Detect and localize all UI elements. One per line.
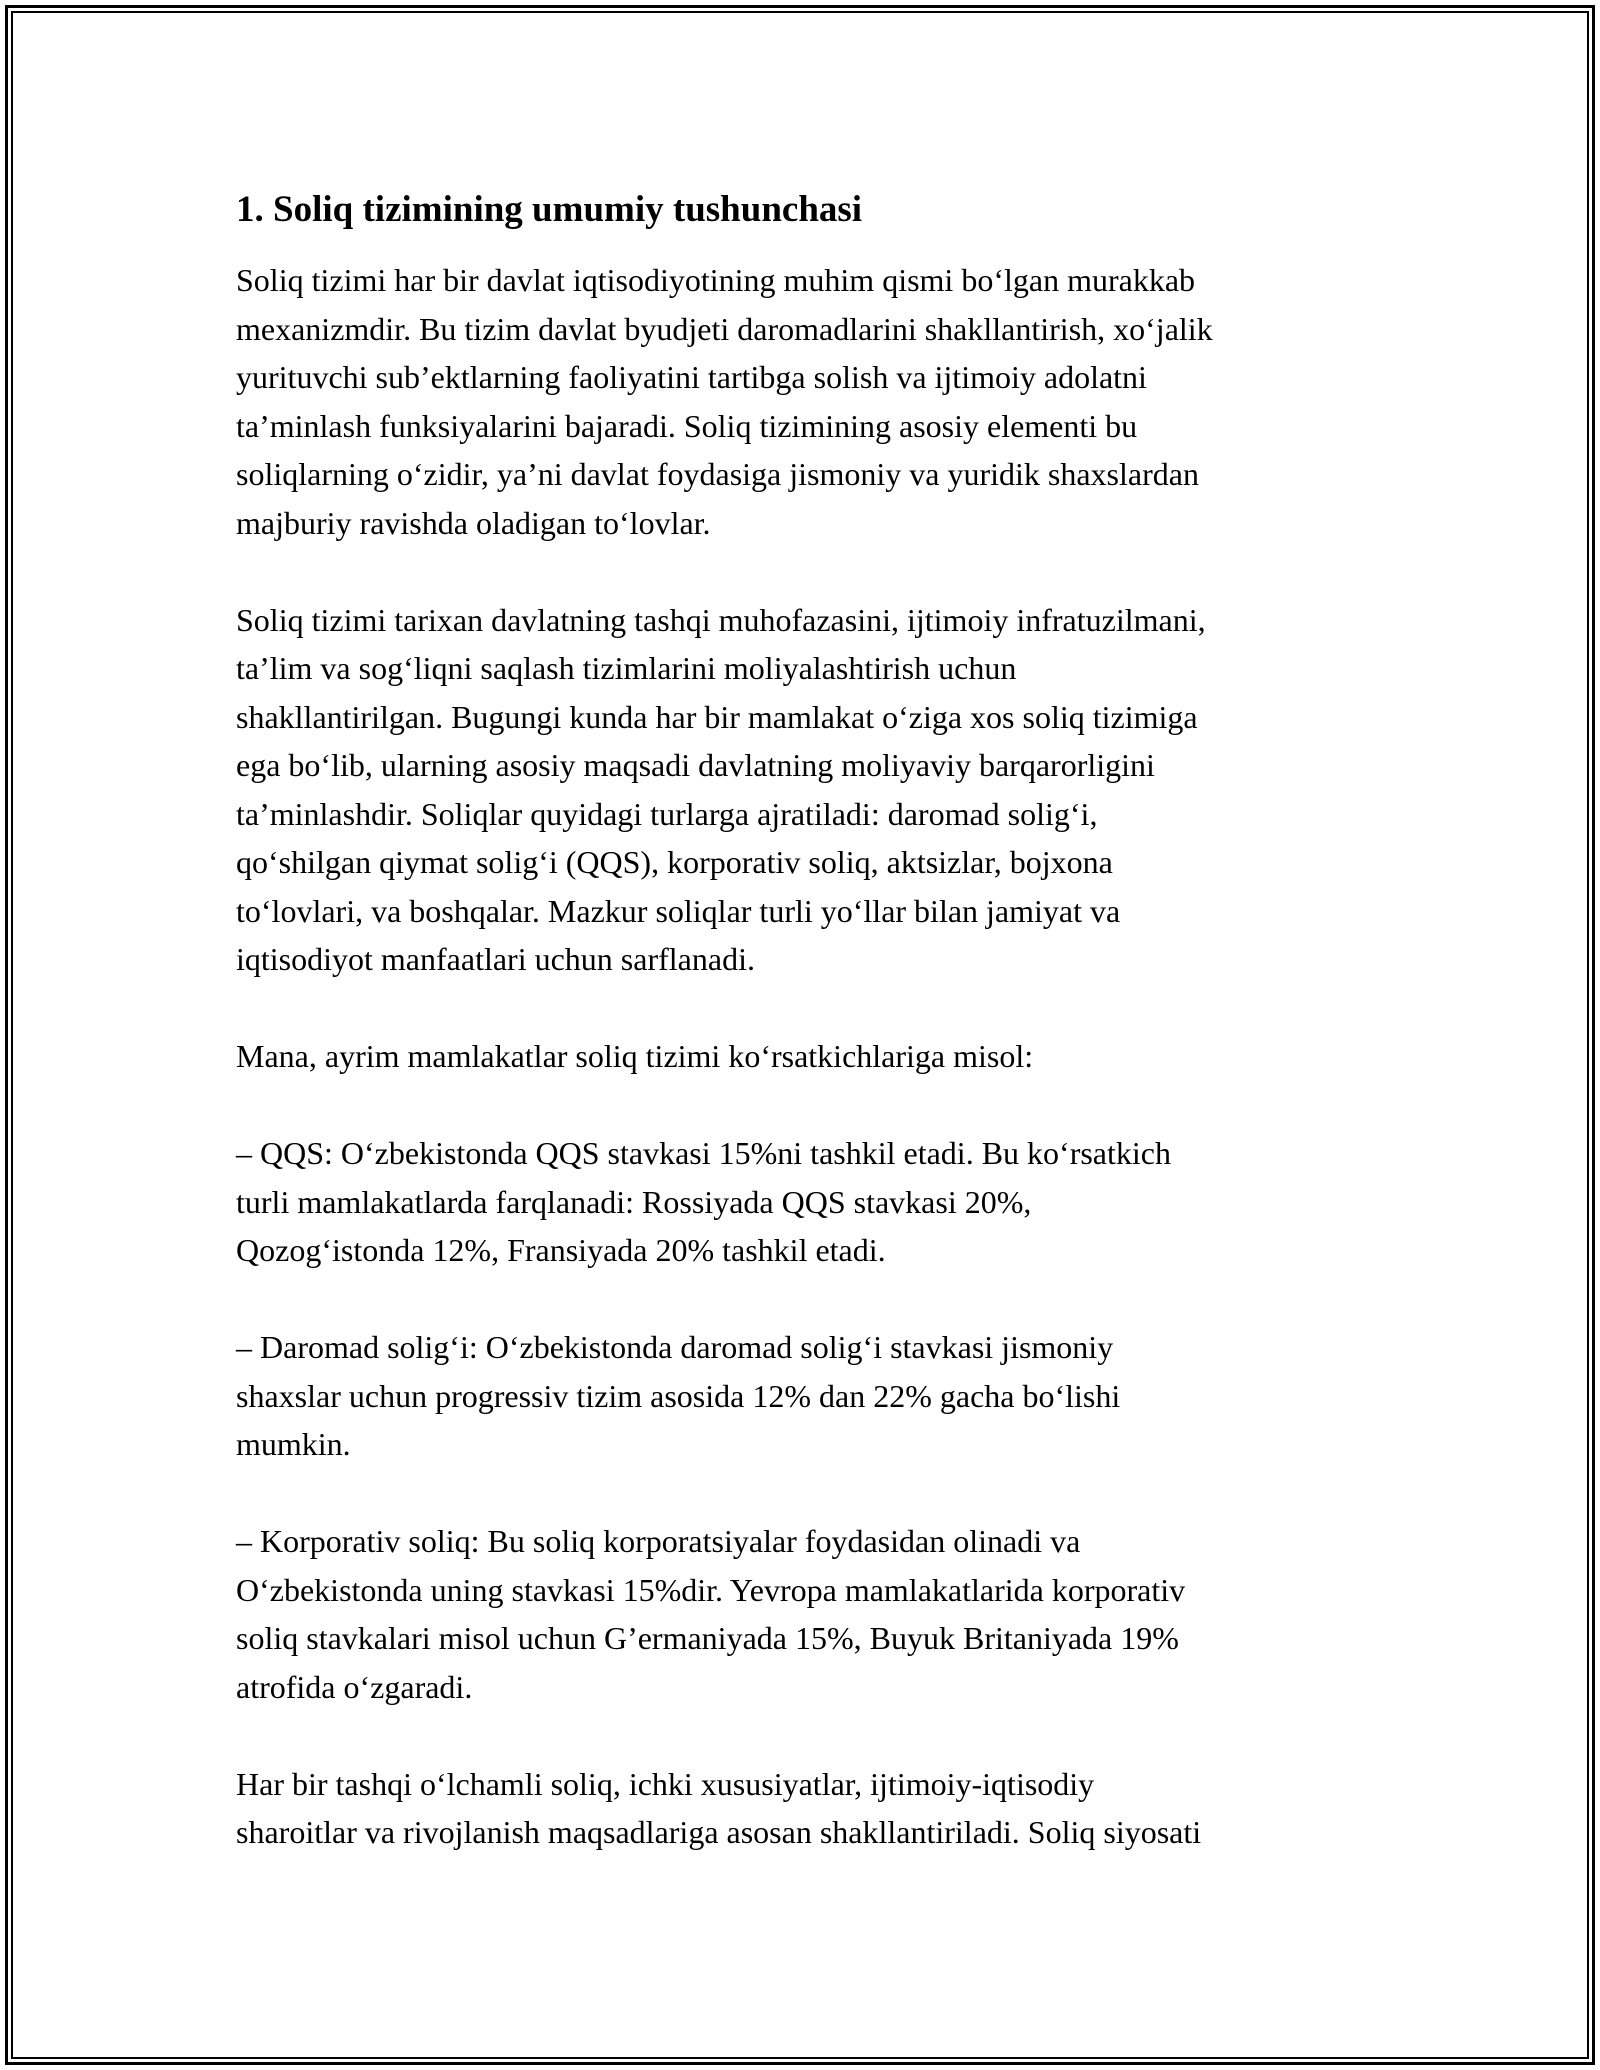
- text-line: mexanizmdir. Bu tizim davlat byudjeti daromadlarini shakllantirish, xo‘jalik: [236, 310, 1213, 347]
- text-line: – Korporativ soliq: Bu soliq korporatsiyalar foydasidan olinadi va: [236, 1523, 1081, 1559]
- text-line: O‘zbekistonda uning stavkasi 15%dir. Yevropa mamlakatlarida korporativ: [236, 1571, 1186, 1608]
- paragraph: [236, 1517, 1366, 1711]
- text-line: Soliq tizimi har bir davlat iqtisodiyotining muhim qismi bo‘lgan murakkab: [236, 262, 1196, 298]
- text-line: ta’minlash funksiyalarini bajaradi. Soliq tizimining asosiy elementi bu: [236, 407, 1138, 444]
- text-line: Mana, ayrim mamlakatlar soliq tizimi ko‘rsatkichlariga misol:: [236, 1038, 1034, 1074]
- text-line: soliq stavkalari misol uchun G’ermaniyada 15%, Buyuk Britaniyada 19%: [236, 1620, 1179, 1656]
- text-line: turli mamlakatlarda farqlanadi: Rossiyada QQS stavkasi 20%,: [236, 1183, 1032, 1220]
- paragraph: [236, 1760, 1366, 1857]
- text-line: sharoitlar va rivojlanish maqsadlariga asosan shakllantiriladi. Soliq siyosati: [236, 1814, 1202, 1850]
- text-line: mumkin.: [236, 1426, 351, 1462]
- text-line: iqtisodiyot manfaatlari uchun sarflanadi.: [236, 941, 755, 977]
- text-line: Qozog‘istonda 12%, Fransiyada 20% tashkil etadi.: [236, 1232, 886, 1268]
- paragraph: [236, 596, 1366, 984]
- paragraph: [236, 1129, 1366, 1275]
- text-line: ta’lim va sog‘liqni saqlash tizimlarini moliyalashtirish uchun: [236, 650, 1017, 686]
- text-line: majburiy ravishda oladigan to‘lovlar.: [236, 504, 711, 541]
- text-line: Soliq tizimi tarixan davlatning tashqi muhofazasini, ijtimoiy infratuzilmani,: [236, 601, 1206, 638]
- text-line: ta’minlashdir. Soliqlar quyidagi turlarga ajratiladi: daromad solig‘i,: [236, 795, 1098, 832]
- text-line: ega bo‘lib, ularning asosiy maqsadi davlatning moliyaviy barqarorligini: [236, 747, 1155, 783]
- paragraph-list: [236, 256, 1366, 1857]
- text-line: Har bir tashqi o‘lchamli soliq, ichki xususiyatlar, ijtimoiy-iqtisodiy: [236, 1765, 1095, 1802]
- text-line: yurituvchi sub’ektlarning faoliyatini tartibga solish va ijtimoiy adolatni: [236, 359, 1147, 395]
- text-line: – Daromad solig‘i: O‘zbekistonda daromad solig‘i stavkasi jismoniy: [236, 1329, 1114, 1365]
- paragraph: [236, 256, 1366, 547]
- paragraph: [236, 1323, 1366, 1469]
- text-line: – QQS: O‘zbekistonda QQS stavkasi 15%ni tashkil etadi. Bu ko‘rsatkich: [236, 1135, 1171, 1171]
- text-line: to‘lovlari, va boshqalar. Mazkur soliqlar turli yo‘llar bilan jamiyat va: [236, 892, 1121, 929]
- text-line: atrofida o‘zgaradi.: [236, 1668, 473, 1705]
- section-heading: 1. Soliq tizimining umumiy tushunchasi: [236, 189, 863, 230]
- paragraph: [236, 1032, 1366, 1081]
- document-body: [236, 186, 1366, 1857]
- text-line: shaxslar uchun progressiv tizim asosida 12% dan 22% gacha bo‘lishi: [236, 1377, 1121, 1414]
- text-line: soliqlarning o‘zidir, ya’ni davlat foydasiga jismoniy va yuridik shaxslardan: [236, 456, 1199, 492]
- text-line: shakllantirilgan. Bugungi kunda har bir mamlakat o‘ziga xos soliq tizimiga: [236, 698, 1198, 735]
- text-line: qo‘shilgan qiymat solig‘i (QQS), korporativ soliq, aktsizlar, bojxona: [236, 844, 1113, 880]
